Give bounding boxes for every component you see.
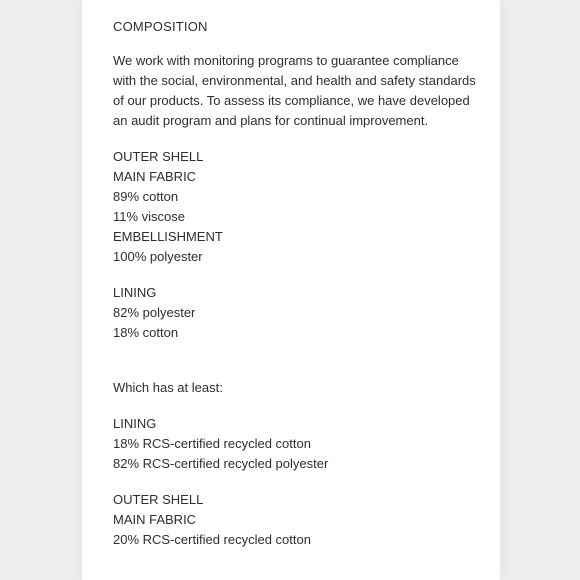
main-fabric-label: MAIN FABRIC <box>113 169 197 184</box>
certified-lining-section <box>113 414 481 474</box>
certified-lining-polyester: 82% RCS-certified recycled polyester <box>113 456 329 471</box>
lining-polyester: 82% polyester <box>113 305 196 320</box>
composition-content <box>113 17 481 550</box>
composition-title: COMPOSITION <box>113 19 208 34</box>
outer-shell-section <box>113 147 481 267</box>
composition-intro: We work with monitoring programs to guarantee compliance with the social, environmental, and health and safety standards of our products. To assess its compliance, we have developed an audit program and plans for continual improvement. <box>113 53 476 128</box>
section-spacer <box>113 343 481 378</box>
certified-lining-cotton: 18% RCS-certified recycled cotton <box>113 436 311 451</box>
certified-main-fabric-label: MAIN FABRIC <box>113 512 197 527</box>
lining-section <box>113 283 481 343</box>
which-has-at-least: Which has at least: <box>113 380 223 395</box>
lining-cotton: 18% cotton <box>113 325 179 340</box>
certified-outer-shell-section <box>113 490 481 550</box>
certified-outer-shell-label: OUTER SHELL <box>113 492 204 507</box>
composition-panel <box>82 0 500 580</box>
lining-label: LINING <box>113 285 157 300</box>
certified-lining-label: LINING <box>113 416 157 431</box>
main-fabric-cotton: 89% cotton <box>113 189 179 204</box>
outer-shell-label: OUTER SHELL <box>113 149 204 164</box>
embellishment-polyester: 100% polyester <box>113 249 203 264</box>
embellishment-label: EMBELLISHMENT <box>113 229 223 244</box>
main-fabric-viscose: 11% viscose <box>113 209 186 224</box>
certified-outer-shell-cotton: 20% RCS-certified recycled cotton <box>113 532 311 547</box>
